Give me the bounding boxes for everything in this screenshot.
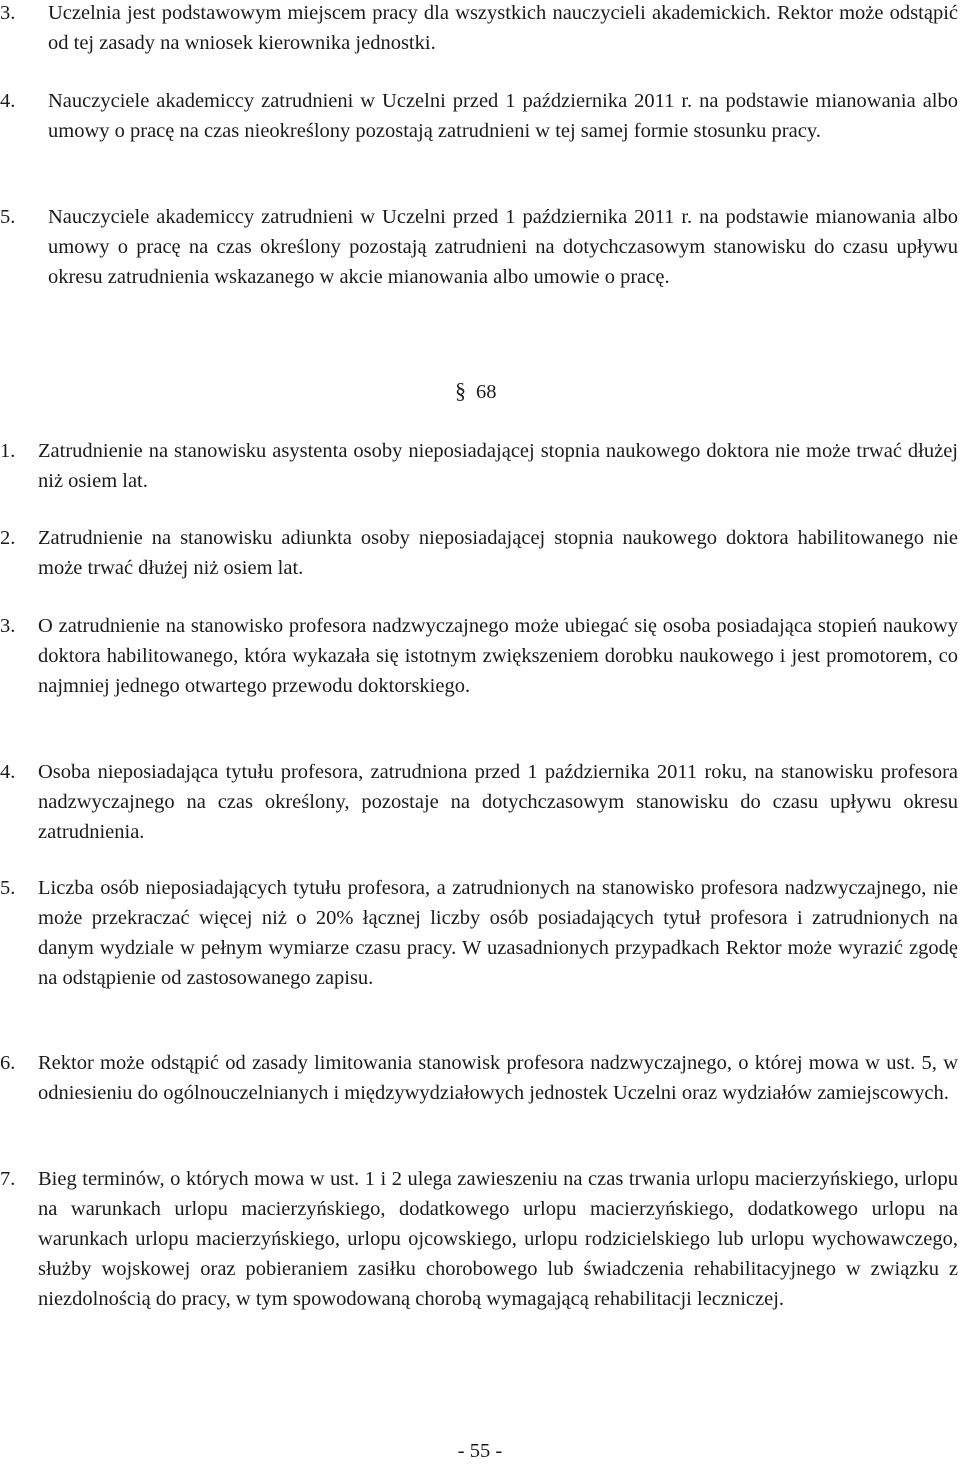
item-number: 7. [0,1168,16,1190]
item-text: Rektor może odstąpić od zasady limitowania stanowisk profesora nadzwyczajnego, o której mowa w ust. 5, w odniesieniu do ogólnouczelnianych i międzywydziałowych jednostek Uczelni oraz wydziałów zamiejscowych. [38,1052,958,1104]
item-text: Bieg terminów, o których mowa w ust. 1 i 2 ulega zawieszeniu na czas trwania urlopu macierzyńskiego, urlopu na warunkach urlopu macierzyńskiego, dodatkowego urlopu macierzyńskiego, dodatkowego urlopu na warunkach urlopu macierzyńskiego, urlopu ojcowskiego, urlopu rodzicielskiego lub urlopu wychowawczego, służby wojskowej oraz pobieraniem zasiłku chorobowego lub świadczenia rehabilitacyjnego w związku z niezdolnością do pracy, w tym spowodowaną chorobą wymagającą rehabilitacji leczniczej. [38,1168,958,1310]
page-number: - 55 - [457,1440,503,1462]
item-text: Liczba osób nieposiadających tytułu profesora, a zatrudnionych na stanowisko profesora nadzwyczajnego, nie może przekraczać więcej niż o 20% łącznej liczby osób posiadających tytuł profesora i zatrudnionych na danym wydziale w pełnym wymiarze czasu pracy. W uzasadnionych przypadkach Rektor może wyrazić zgodę na odstąpienie od zastosowanego zapisu. [38,877,958,989]
item-text: Nauczyciele akademiccy zatrudnieni w Uczelni przed 1 października 2011 r. na podstawie mianowania albo umowy o pracę na czas określony pozostają zatrudnieni na dotychczasowym stanowisku do czasu upływu okresu zatrudnienia wskazanego w akcie mianowania albo umowie o pracę. [48,206,958,288]
item-number: 5. [0,877,16,899]
item-text: Uczelnia jest podstawowym miejscem pracy dla wszystkich nauczycieli akademickich. Rektor może odstąpić od tej zasady na wniosek kierownika jednostki. [48,2,958,54]
item-number: 4. [0,761,16,783]
item-number: 5. [0,206,16,228]
section-heading [455,376,497,407]
item-number: 3. [0,2,16,24]
item-number: 1. [0,440,16,462]
item-number: 2. [0,527,16,549]
section-number: 68 [476,381,497,403]
item-text: O zatrudnienie na stanowisko profesora nadzwyczajnego może ubiegać się osoba posiadająca stopień naukowy doktora habilitowanego, która wykazała się istotnym zwiększeniem dorobku naukowego i jest promotorem, co najmniej jednego otwartego przewodu doktorskiego. [38,615,958,697]
item-number: 6. [0,1052,16,1074]
item-text: Zatrudnienie na stanowisku adiunkta osoby nieposiadającej stopnia naukowego doktora habilitowanego nie może trwać dłużej niż osiem lat. [38,527,958,579]
item-text: Nauczyciele akademiccy zatrudnieni w Uczelni przed 1 października 2011 r. na podstawie mianowania albo umowy o pracę na czas nieokreślony pozostają zatrudnieni w tej samej formie stosunku pracy. [48,90,958,142]
section-sign: § [455,378,466,403]
item-text: Zatrudnienie na stanowisku asystenta osoby nieposiadającej stopnia naukowego doktora nie może trwać dłużej niż osiem lat. [38,440,958,492]
item-text: Osoba nieposiadająca tytułu profesora, zatrudniona przed 1 października 2011 roku, na stanowisku profesora nadzwyczajnego na czas określony, pozostaje na dotychczasowym stanowisku do czasu upływu okresu zatrudnienia. [38,761,958,843]
item-number: 3. [0,615,16,637]
item-number: 4. [0,90,16,112]
